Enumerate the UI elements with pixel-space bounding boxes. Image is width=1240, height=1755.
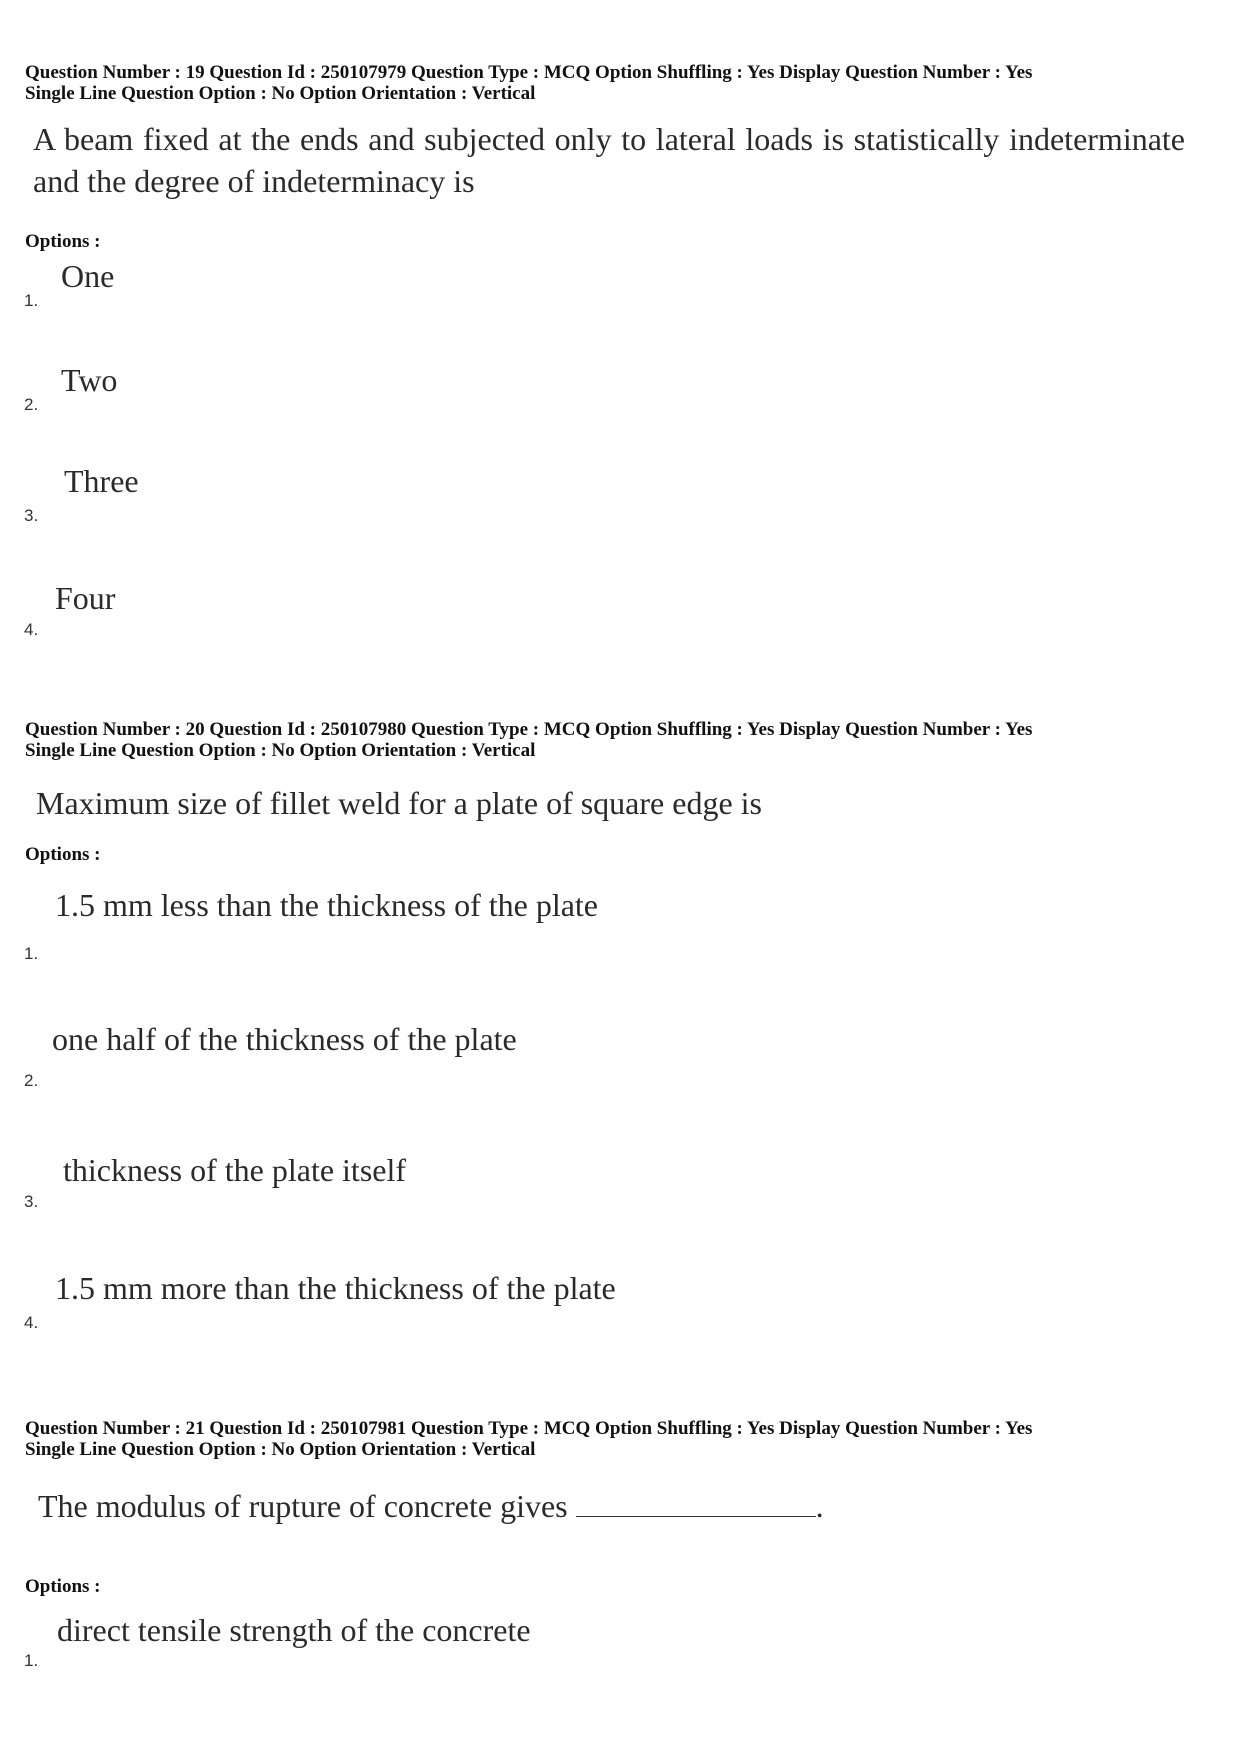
question-20-option-2-number: 2. [24, 1071, 39, 1090]
question-21-meta-line-1: Question Number : 21 Question Id : 250107981 Question Type : MCQ Option Shuffling : Yes Display Question Number : Yes [25, 1418, 1033, 1439]
question-20-option-4-text[interactable]: 1.5 mm more than the thickness of the plate [55, 1270, 616, 1306]
question-21-options-label: Options : [25, 1576, 101, 1597]
question-20-option-4-number: 4. [24, 1313, 39, 1332]
question-20-text: Maximum size of fillet weld for a plate of square edge is [36, 785, 762, 821]
question-21-option-1-number: 1. [24, 1651, 39, 1670]
question-21-metadata [25, 1418, 1032, 1460]
question-20-option-3-text[interactable]: thickness of the plate itself [63, 1152, 407, 1188]
question-20-option-1-number: 1. [24, 944, 39, 963]
question-20-options-label: Options : [25, 844, 101, 865]
question-19-options-label: Options : [25, 231, 101, 252]
question-19-option-3-text[interactable]: Three [64, 463, 139, 499]
question-20-option-3-number: 3. [24, 1192, 39, 1211]
question-19-metadata [25, 62, 1032, 104]
question-19-option-4-text[interactable]: Four [55, 580, 116, 616]
question-20-meta-line-2: Single Line Question Option : No Option Orientation : Vertical [25, 740, 536, 761]
question-21-meta-line-2: Single Line Question Option : No Option Orientation : Vertical [25, 1439, 536, 1460]
question-19-option-1-text[interactable]: One [61, 258, 115, 294]
question-20-option-2-text[interactable]: one half of the thickness of the plate [52, 1021, 517, 1057]
question-21-period: . [815, 1488, 824, 1524]
question-20-metadata [25, 719, 1032, 761]
question-20-meta-line-1: Question Number : 20 Question Id : 250107980 Question Type : MCQ Option Shuffling : Yes Display Question Number : Yes [25, 719, 1033, 740]
question-19-option-4-number: 4. [24, 620, 39, 639]
question-19-text: A beam fixed at the ends and subjected only to lateral loads is statistically indeterminate and the degree of indeterminacy is [33, 121, 1185, 199]
question-19-option-3-number: 3. [24, 506, 39, 525]
question-19-meta-line-2: Single Line Question Option : No Option Orientation : Vertical [25, 83, 536, 104]
fill-in-blank [576, 1486, 816, 1517]
question-21-stem: The modulus of rupture of concrete gives [38, 1488, 568, 1524]
question-19-option-2-text[interactable]: Two [61, 362, 118, 398]
question-21-option-1-text[interactable]: direct tensile strength of the concrete [57, 1612, 531, 1648]
question-19-meta-line-1: Question Number : 19 Question Id : 250107979 Question Type : MCQ Option Shuffling : Yes Display Question Number : Yes [25, 62, 1033, 83]
question-19-option-2-number: 2. [24, 395, 39, 414]
question-21-text [38, 1485, 824, 1527]
question-20-option-1-text[interactable]: 1.5 mm less than the thickness of the plate [55, 887, 598, 923]
question-19-option-1-number: 1. [24, 291, 39, 310]
